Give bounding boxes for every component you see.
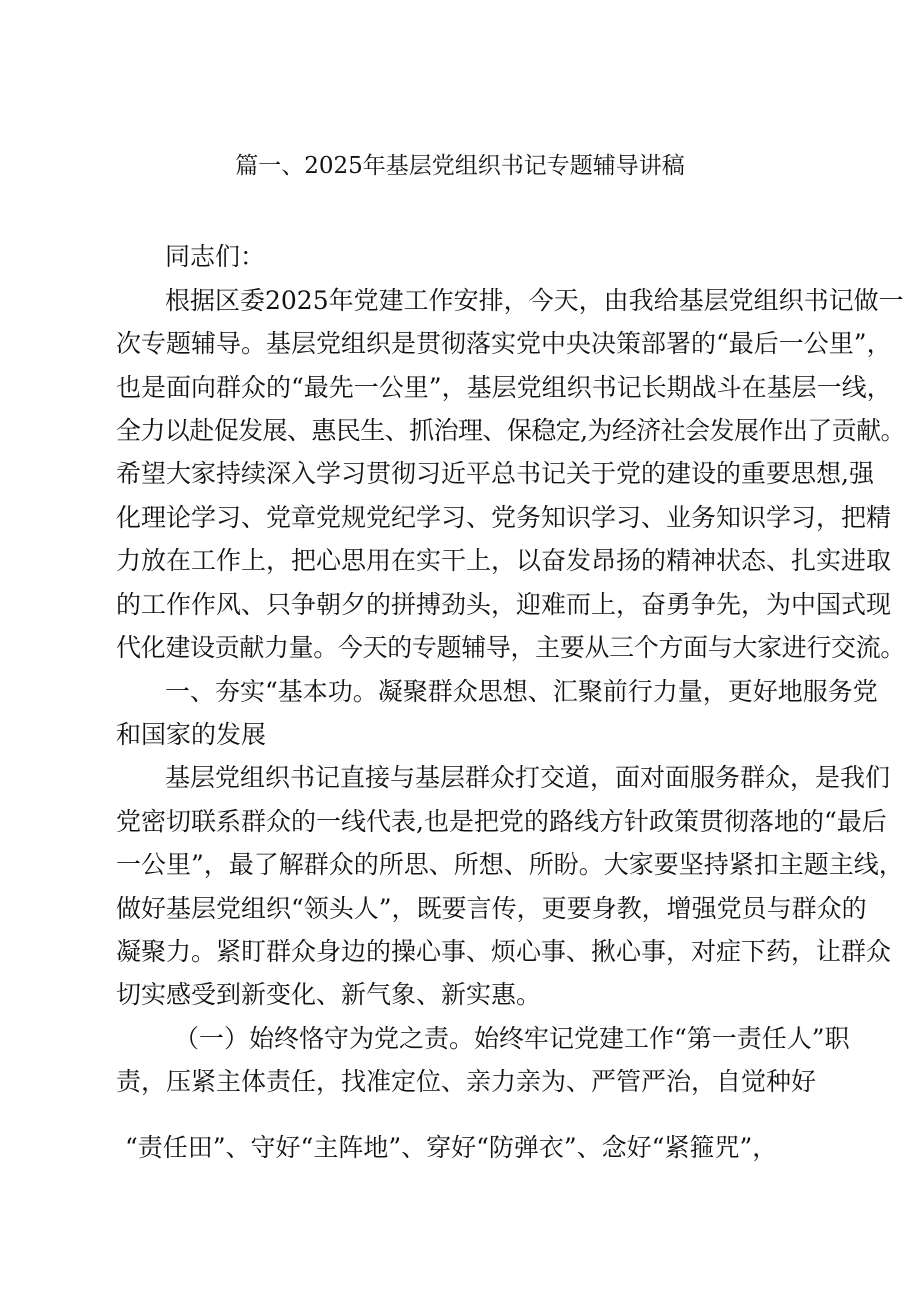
paragraph-line: “责任田”、守好“主阵地”、穿好“防弹衣”、念好“紧箍咒”， bbox=[125, 1133, 778, 1162]
subsection-line: （一）始终恪守为党之责。始终牢记党建工作“第一责任人”职 bbox=[174, 1024, 850, 1053]
paragraph-line: 凝聚力。紧盯群众身边的操心事、烦心事、揪心事，对症下药，让群众 bbox=[116, 937, 892, 966]
paragraph-line: 切实感受到新变化、新气象、新实惠。 bbox=[116, 980, 542, 1009]
paragraph-line: 全力以赴促发展、惠民生、抓治理、保稳定,为经济社会发展作出了贡献。 bbox=[116, 416, 905, 445]
section-heading: 一、夯实“基本功。凝聚群众思想、汇聚前行力量，更好地服务党 bbox=[165, 677, 878, 706]
paragraph-line: 的工作作风、只争朝夕的拼搏劲头，迎难而上，奋勇争先，为中国式现 bbox=[116, 590, 892, 619]
paragraph-line: 希望大家持续深入学习贯彻习近平总书记关于党的建设的重要思想,强 bbox=[116, 459, 874, 488]
paragraph-line: 一公里”，最了解群众的所思、所想、所盼。大家要坚持紧扣主题主线， bbox=[116, 850, 904, 879]
paragraph-line: 党密切联系群众的一线代表,也是把党的路线方针政策贯彻落地的“最后 bbox=[116, 807, 887, 836]
paragraph-line: 化理论学习、党章党规党纪学习、党务知识学习、业务知识学习，把精 bbox=[116, 503, 892, 532]
paragraph-line: 做好基层党组织“领头人”，既要言传，更要身教，增强党员与群众的 bbox=[116, 894, 867, 923]
section-heading: 和国家的发展 bbox=[116, 720, 267, 749]
paragraph-line: 力放在工作上，把心思用在实干上，以奋发昂扬的精神状态、扎实进取 bbox=[116, 546, 892, 575]
paragraph-line: 次专题辅导。基层党组织是贯彻落实党中央决策部署的“最后一公里”， bbox=[116, 329, 892, 358]
paragraph-line: 责，压紧主体责任，找准定位、亲力亲为、严管严治，自觉种好 bbox=[116, 1067, 817, 1096]
paragraph-line: 代化建设贡献力量。今天的专题辅导，主要从三个方面与大家进行交流。 bbox=[116, 633, 906, 662]
paragraph-line: 根据区委2025年党建工作安排，今天，由我给基层党组织书记做一 bbox=[165, 286, 904, 315]
paragraph-line: 基层党组织书记直接与基层群众打交道，面对面服务群众，是我们 bbox=[165, 763, 891, 792]
salutation: 同志们： bbox=[165, 242, 266, 271]
paragraph-line: 也是面向群众的“最先一公里”，基层党组织书记长期战斗在基层一线， bbox=[116, 373, 892, 402]
document-title: 篇一、2025年基层党组织书记专题辅导讲稿 bbox=[235, 153, 685, 179]
